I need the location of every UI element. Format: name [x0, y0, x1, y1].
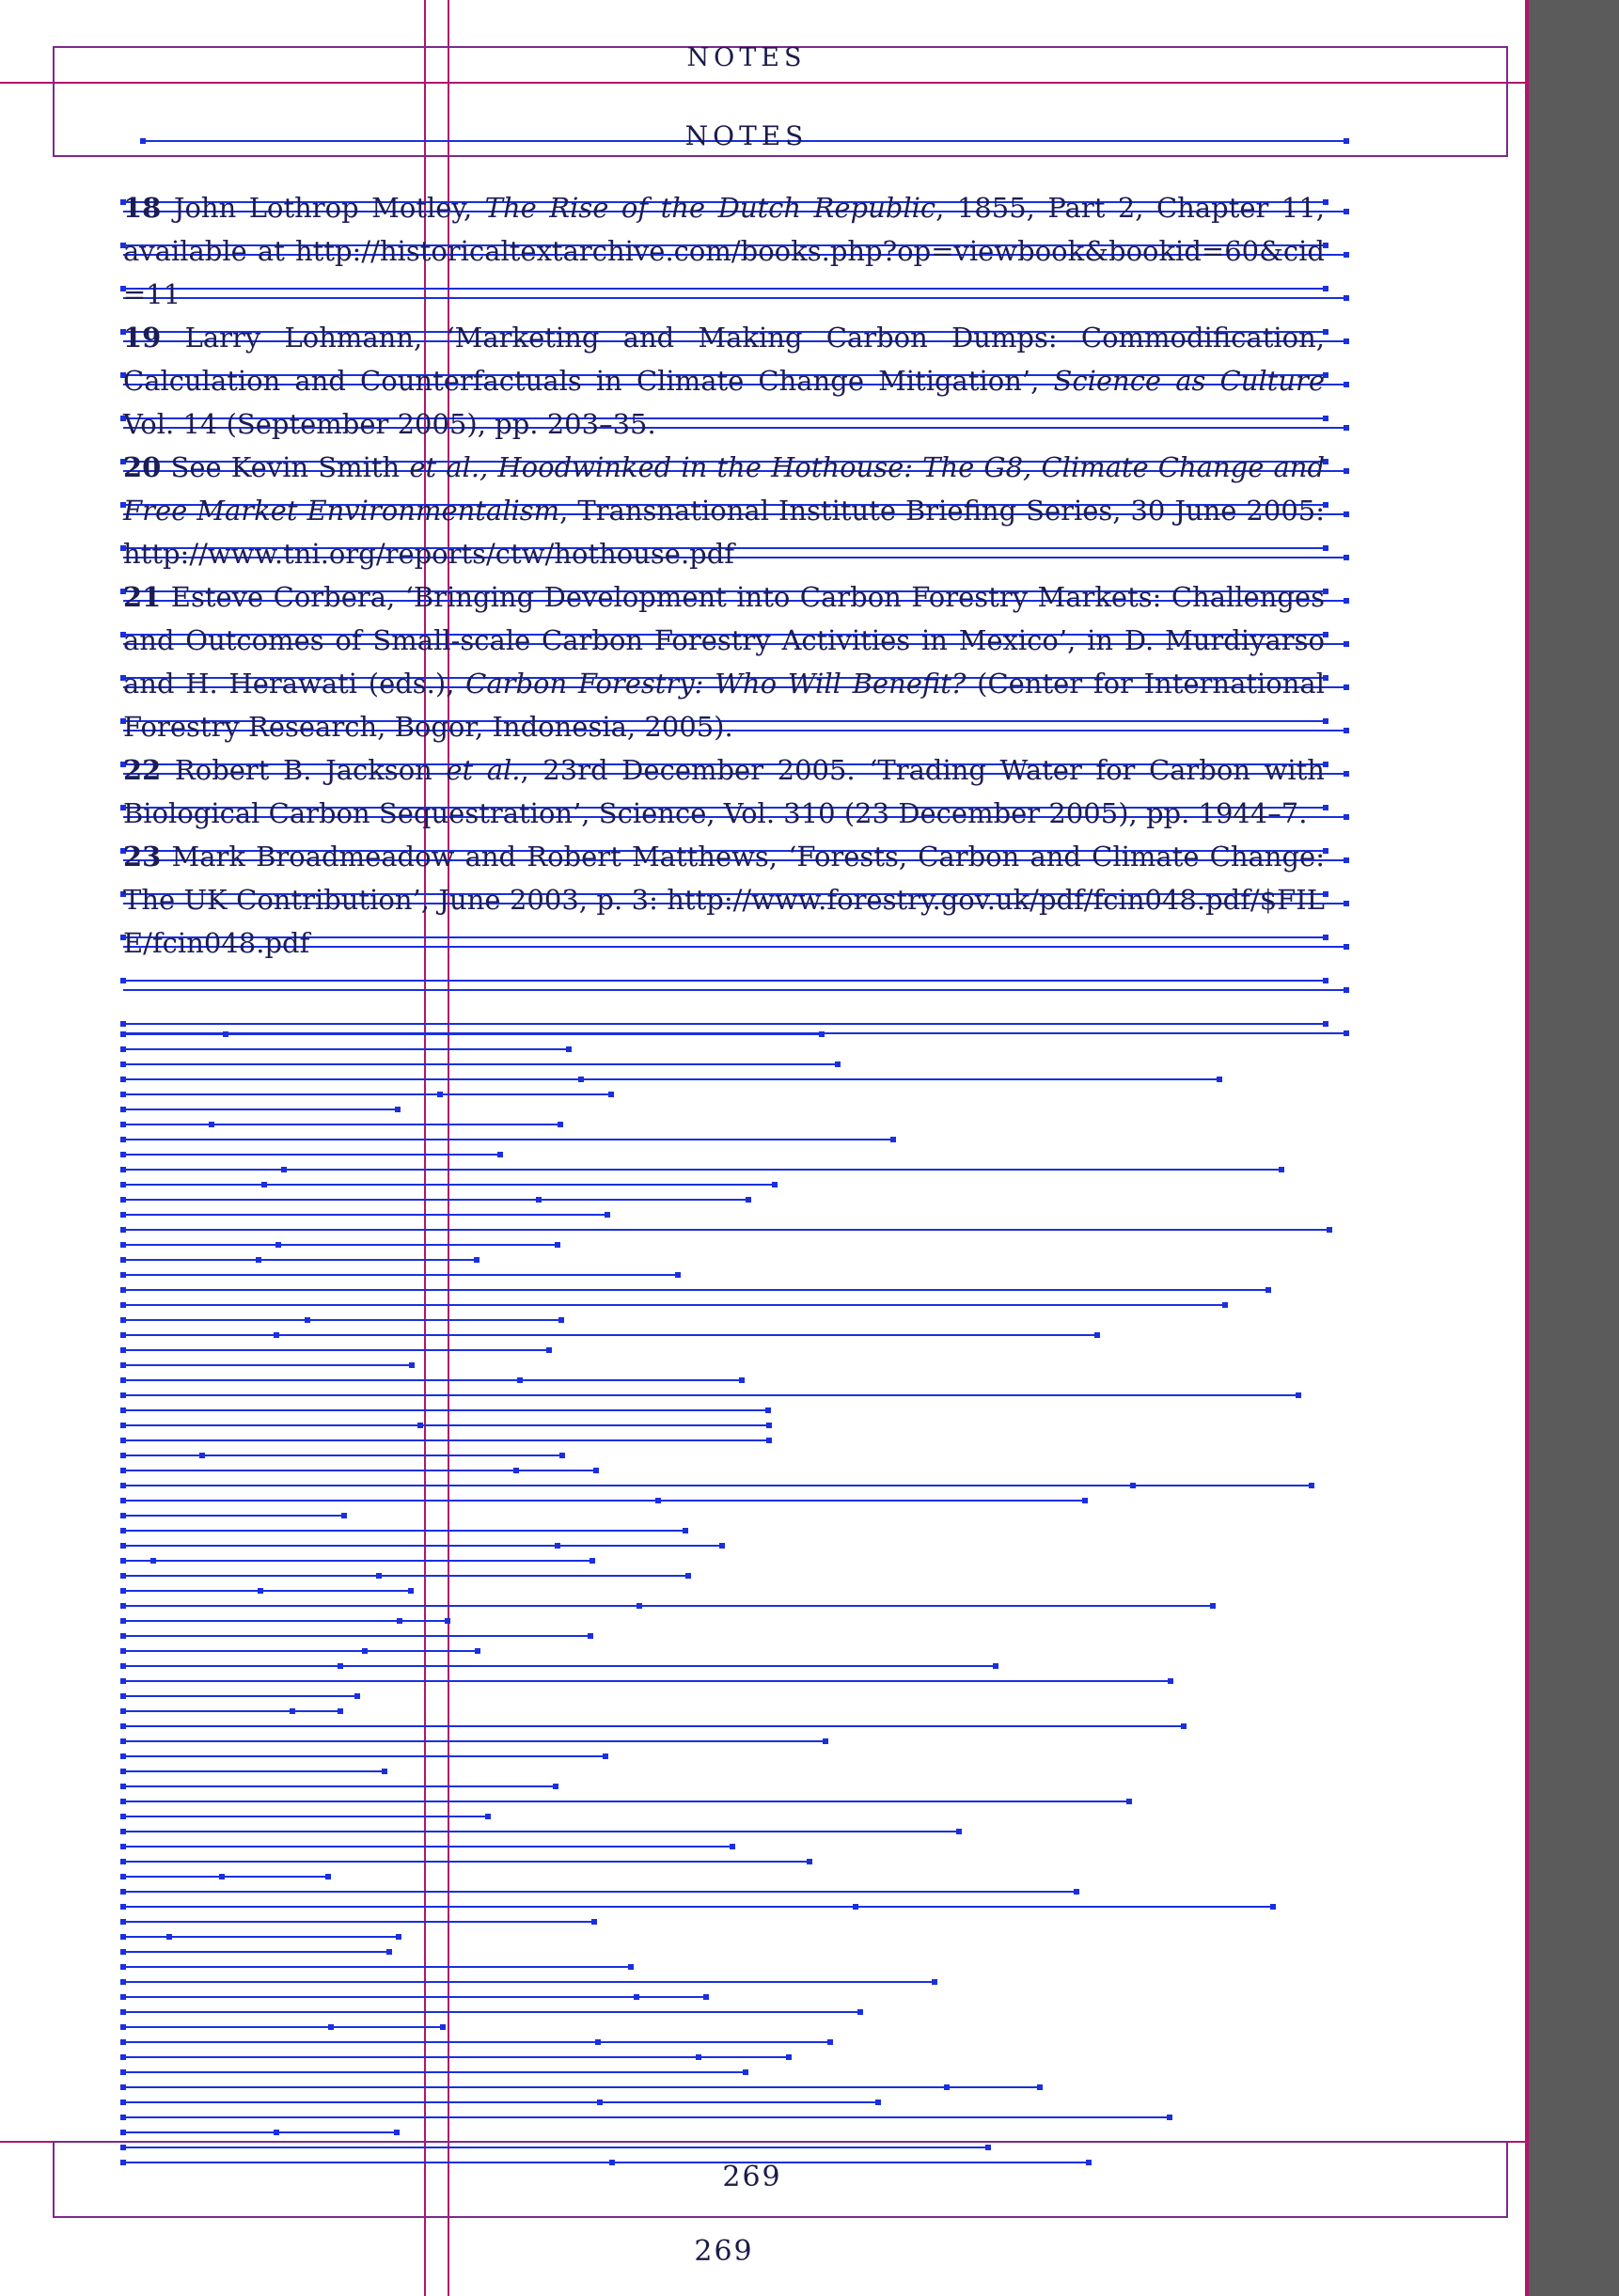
frame-handle[interactable]	[120, 1513, 126, 1518]
frame-handle[interactable]	[120, 1648, 126, 1654]
frame-handle[interactable]	[120, 2099, 126, 2105]
frame-handle[interactable]	[274, 1332, 279, 1338]
frame-handle[interactable]	[120, 1633, 126, 1639]
frame-handle[interactable]	[120, 1347, 126, 1353]
frame-handle[interactable]	[397, 1618, 402, 1624]
frame-handle[interactable]	[328, 2024, 334, 2030]
frame-handle[interactable]	[819, 1031, 825, 1037]
frame-handle[interactable]	[1344, 209, 1349, 214]
frame-handle[interactable]	[120, 1528, 126, 1533]
frame-handle[interactable]	[396, 1934, 401, 1940]
frame-handle[interactable]	[305, 1317, 310, 1323]
frame-handle[interactable]	[120, 1844, 126, 1849]
frame-handle[interactable]	[120, 1889, 126, 1895]
frame-handle[interactable]	[1074, 1889, 1079, 1895]
page-number-repeat: 269	[694, 2235, 754, 2268]
frame-handle[interactable]	[558, 1122, 563, 1127]
frame-handle[interactable]	[120, 1693, 126, 1699]
frame-handle[interactable]	[1309, 1483, 1314, 1488]
frame-handle[interactable]	[1279, 1167, 1284, 1172]
frame-handle[interactable]	[120, 1498, 126, 1503]
frame-handle[interactable]	[382, 1769, 387, 1774]
frame-handle[interactable]	[325, 1874, 331, 1879]
frame-handle[interactable]	[1265, 1287, 1271, 1293]
frame-handle[interactable]	[513, 1468, 519, 1473]
note-title: et al.	[446, 754, 521, 786]
frame-handle[interactable]	[120, 1021, 126, 1027]
frame-handle[interactable]	[1344, 295, 1349, 301]
frame-handle[interactable]	[835, 1062, 841, 1067]
frame-handle[interactable]	[1344, 338, 1349, 344]
frame-handle[interactable]	[1344, 1030, 1349, 1036]
frame-handle[interactable]	[1217, 1077, 1222, 1082]
frame-handle[interactable]	[1222, 1302, 1228, 1308]
frame-handle[interactable]	[120, 1242, 126, 1248]
frame-handle[interactable]	[546, 1347, 552, 1353]
frame-handle[interactable]	[559, 1453, 565, 1458]
frame-handle[interactable]	[719, 1543, 725, 1549]
frame-handle[interactable]	[394, 2130, 400, 2135]
frame-handle[interactable]	[409, 1362, 415, 1368]
note-number: 22	[123, 754, 162, 786]
frame-handle[interactable]	[440, 2024, 446, 2030]
frame-handle[interactable]	[1344, 987, 1349, 993]
frame-handle[interactable]	[566, 1046, 572, 1052]
frame-handle[interactable]	[1344, 901, 1349, 906]
frame-handle[interactable]	[120, 2039, 126, 2045]
frame-handle[interactable]	[1296, 1392, 1301, 1398]
frame-handle[interactable]	[634, 1994, 639, 2000]
frame-handle[interactable]	[993, 1663, 998, 1669]
frame-handle[interactable]	[120, 1829, 126, 1834]
frame-handle[interactable]	[274, 2130, 279, 2135]
frame-handle[interactable]	[120, 1092, 126, 1097]
frame-handle[interactable]	[1344, 684, 1349, 690]
frame-handle[interactable]	[1344, 641, 1349, 647]
frame-handle[interactable]	[120, 1317, 126, 1323]
frame-handle[interactable]	[827, 2039, 833, 2045]
frame-handle[interactable]	[739, 1377, 745, 1383]
notes-list	[123, 186, 1325, 965]
note-text-after: Vol. 14 (September 2005), pp. 203–35.	[123, 408, 656, 440]
frame-handle[interactable]	[120, 1738, 126, 1744]
frame-handle[interactable]	[120, 1919, 126, 1925]
frame-handle[interactable]	[1344, 857, 1349, 863]
frame-handle[interactable]	[120, 1167, 126, 1172]
frame-handle[interactable]	[628, 1964, 634, 1970]
frame-handle[interactable]	[120, 1362, 126, 1368]
note-url: http://www.tni.org/reports/ctw/hothouse.pdf	[123, 538, 735, 570]
frame-handle[interactable]	[120, 1874, 126, 1879]
note-number: 20	[123, 451, 162, 483]
frame-handle[interactable]	[807, 1859, 812, 1864]
frame-handle[interactable]	[120, 1678, 126, 1684]
frame-handle[interactable]	[536, 1197, 542, 1203]
frame-handle[interactable]	[696, 2054, 701, 2060]
frame-handle[interactable]	[120, 1799, 126, 1804]
frame-handle[interactable]	[120, 1723, 126, 1729]
frame-handle[interactable]	[120, 1784, 126, 1789]
frame-handle[interactable]	[1344, 511, 1349, 517]
frame-handle[interactable]	[199, 1453, 205, 1458]
note-url: http://www.forestry.gov.uk/pdf/fcin048.pdf/$FILE/fcin048.pdf	[123, 884, 1325, 959]
frame-handle[interactable]	[120, 1994, 126, 2000]
frame-handle[interactable]	[1082, 1498, 1088, 1503]
frame-handle[interactable]	[354, 1693, 360, 1699]
frame-handle[interactable]	[120, 1423, 126, 1428]
frame-handle[interactable]	[120, 1257, 126, 1263]
note-text-after: (Center for International Forestry Research, Bogor, Indonesia, 2005).	[123, 668, 1325, 743]
note-item	[123, 748, 1325, 835]
frame-handle[interactable]	[120, 1588, 126, 1594]
frame-handle[interactable]	[553, 1784, 558, 1789]
frame-handle[interactable]	[261, 1182, 267, 1187]
frame-handle[interactable]	[120, 2160, 126, 2165]
frame-handle[interactable]	[209, 1122, 214, 1127]
frame-handle[interactable]	[120, 978, 126, 983]
frame-handle[interactable]	[120, 1182, 126, 1187]
frame-handle[interactable]	[985, 2145, 991, 2150]
frame-handle[interactable]	[120, 1046, 126, 1052]
frame-handle[interactable]	[120, 1227, 126, 1233]
frame-handle[interactable]	[1344, 555, 1349, 560]
frame-handle[interactable]	[786, 2054, 792, 2060]
frame-handle[interactable]	[120, 1949, 126, 1955]
frame-handle[interactable]	[120, 2009, 126, 2015]
frame-handle[interactable]	[275, 1242, 281, 1248]
note-number: 21	[123, 581, 162, 613]
frame-handle[interactable]	[120, 1468, 126, 1473]
frame-handle[interactable]	[1344, 382, 1349, 387]
frame-handle[interactable]	[578, 1077, 584, 1082]
frame-handle[interactable]	[445, 1618, 450, 1624]
frame-handle[interactable]	[853, 1904, 858, 1910]
note-text-after: , 23rd December 2005. ‘Trading Water for Carbon with Biological Carbon Sequestration’, Science, Vol. 310 (23 December 2005), pp. 1944–7.	[123, 754, 1325, 829]
frame-handle[interactable]	[655, 1498, 661, 1503]
frame-handle[interactable]	[120, 2024, 126, 2030]
frame-handle[interactable]	[1037, 2084, 1043, 2090]
frame-handle[interactable]	[1270, 1904, 1276, 1910]
frame-handle[interactable]	[166, 1934, 172, 1940]
note-item	[123, 446, 1325, 575]
frame-handle[interactable]	[120, 1212, 126, 1218]
frame-handle[interactable]	[362, 1648, 368, 1654]
frame-handle[interactable]	[120, 2069, 126, 2075]
frame-handle[interactable]	[120, 1077, 126, 1082]
frame-handle[interactable]	[1181, 1723, 1187, 1729]
frame-handle[interactable]	[395, 1107, 401, 1112]
frame-handle[interactable]	[823, 1738, 828, 1744]
frame-handle[interactable]	[595, 2039, 601, 2045]
frame-handle[interactable]	[772, 1182, 778, 1187]
frame-handle[interactable]	[281, 1167, 287, 1172]
note-text: Larry Lohmann, ‘Marketing and Making Carbon Dumps: Commodification, Calculation and Counterfactuals in Climate Change Mitigation’,	[123, 322, 1325, 397]
frame-handle[interactable]	[120, 1392, 126, 1398]
frame-handle[interactable]	[1094, 1332, 1100, 1338]
running-head: NOTES	[686, 43, 807, 72]
frame-handle[interactable]	[555, 1543, 560, 1549]
frame-handle[interactable]	[120, 2145, 126, 2150]
frame-handle[interactable]	[120, 1663, 126, 1669]
frame-handle[interactable]	[1323, 1021, 1328, 1027]
frame-handle[interactable]	[956, 1829, 962, 1834]
frame-handle[interactable]	[120, 1197, 126, 1203]
frame-handle[interactable]	[890, 1137, 896, 1142]
frame-handle[interactable]	[120, 1708, 126, 1714]
frame-handle[interactable]	[219, 1874, 225, 1879]
frame-handle[interactable]	[746, 1197, 751, 1203]
frame-handle[interactable]	[120, 1543, 126, 1549]
note-text: Esteve Corbera, ‘Bringing Development into Carbon Forestry Markets: Challenges and Outcomes of Small-scale Carbon Forestry Activities in Mexico’, in D. Murdiyarso and H. Herawati (eds.),	[123, 581, 1325, 700]
frame-handle[interactable]	[120, 1859, 126, 1864]
frame-handle[interactable]	[588, 1633, 593, 1639]
note-number: 18	[123, 192, 162, 224]
frame-handle[interactable]	[417, 1423, 423, 1428]
frame-handle[interactable]	[497, 1152, 503, 1157]
frame-handle[interactable]	[376, 1573, 382, 1579]
frame-handle[interactable]	[437, 1092, 443, 1097]
frame-handle[interactable]	[290, 1708, 295, 1714]
frame-handle[interactable]	[338, 1708, 343, 1714]
frame-handle[interactable]	[1344, 728, 1349, 733]
page-number: 269	[722, 2161, 782, 2194]
frame-handle[interactable]	[120, 1107, 126, 1112]
frame-handle[interactable]	[120, 1377, 126, 1383]
frame-handle[interactable]	[120, 1483, 126, 1488]
frame-handle[interactable]	[120, 1031, 126, 1037]
frame-handle[interactable]	[408, 1588, 414, 1594]
frame-handle[interactable]	[685, 1573, 691, 1579]
note-title: The Rise of the Dutch Republic	[484, 192, 936, 224]
frame-handle[interactable]	[608, 1092, 614, 1097]
note-item	[123, 186, 1325, 316]
frame-handle[interactable]	[120, 2115, 126, 2120]
frame-handle[interactable]	[120, 1302, 126, 1308]
note-number: 23	[123, 841, 162, 873]
frame-handle[interactable]	[475, 1648, 480, 1654]
frame-handle[interactable]	[120, 1618, 126, 1624]
frame-handle[interactable]	[766, 1438, 772, 1443]
frame-handle[interactable]	[120, 1558, 126, 1564]
frame-handle[interactable]	[338, 1663, 343, 1669]
frame-handle[interactable]	[485, 1814, 491, 1819]
frame-handle[interactable]	[120, 1964, 126, 1970]
note-text: Mark Broadmeadow and Robert Matthews, ‘Forests, Carbon and Climate Change: The UK Contribution’, June 2003, p. 3:	[123, 841, 1325, 916]
frame-handle[interactable]	[766, 1423, 772, 1428]
frame-handle[interactable]	[1126, 1799, 1132, 1804]
frame-handle[interactable]	[589, 1558, 595, 1564]
frame-handle[interactable]	[765, 1407, 771, 1413]
frame-handle[interactable]	[341, 1513, 347, 1518]
frame-handle[interactable]	[1344, 598, 1349, 604]
note-text: John Lothrop Motley,	[161, 192, 485, 224]
frame-handle[interactable]	[120, 1438, 126, 1443]
frame-handle[interactable]	[256, 1257, 261, 1263]
frame-handle[interactable]	[603, 1753, 608, 1759]
frame-handle[interactable]	[120, 1814, 126, 1819]
frame-handle[interactable]	[120, 1272, 126, 1278]
frame-handle[interactable]	[1344, 252, 1349, 258]
frame-handle[interactable]	[120, 1407, 126, 1413]
frame-handle[interactable]	[120, 1904, 126, 1910]
frame-handle[interactable]	[517, 1377, 523, 1383]
frame-handle[interactable]	[120, 1062, 126, 1067]
frame-handle[interactable]	[223, 1031, 228, 1037]
frame-handle[interactable]	[120, 1287, 126, 1293]
frame-handle[interactable]	[1168, 1678, 1173, 1684]
frame-handle[interactable]	[1344, 425, 1349, 431]
frame-handle[interactable]	[593, 1468, 599, 1473]
note-text-after: , 1855, Part 2, Chapter 11, available at	[123, 192, 1325, 267]
frame-handle[interactable]	[120, 2054, 126, 2060]
frame-handle[interactable]	[1323, 978, 1328, 983]
frame-handle[interactable]	[1086, 2160, 1092, 2165]
frame-handle[interactable]	[120, 1152, 126, 1157]
frame-handle[interactable]	[120, 1753, 126, 1759]
frame-handle[interactable]	[605, 1212, 610, 1218]
note-item	[123, 835, 1325, 965]
frame-handle[interactable]	[944, 2084, 950, 2090]
frame-handle[interactable]	[474, 1257, 479, 1263]
frame-handle[interactable]	[120, 2130, 126, 2135]
frame-handle[interactable]	[120, 1603, 126, 1609]
frame-handle[interactable]	[857, 2009, 863, 2015]
notes-heading: NOTES	[684, 120, 809, 151]
note-text: See Kevin Smith	[161, 451, 410, 483]
frame-handle[interactable]	[1167, 2115, 1172, 2120]
note-title: et al., Hoodwinked in the Hothouse: The G8, Climate Change and Free Market Environmentalism	[123, 451, 1326, 527]
frame-handle[interactable]	[730, 1844, 735, 1849]
frame-handle[interactable]	[555, 1242, 560, 1248]
frame-handle[interactable]	[875, 2099, 881, 2105]
note-text-after: , Transnational Institute Briefing Series, 30 June 2005:	[559, 495, 1325, 527]
note-number: 19	[123, 322, 162, 354]
frame-handle[interactable]	[1344, 771, 1349, 777]
note-title: Science as Culture	[1053, 365, 1325, 397]
frame-handle[interactable]	[591, 1919, 597, 1925]
frame-handle[interactable]	[1130, 1483, 1136, 1488]
frame-handle[interactable]	[1344, 814, 1349, 820]
frame-handle[interactable]	[120, 1573, 126, 1579]
frame-handle[interactable]	[386, 1949, 392, 1955]
frame-handle[interactable]	[120, 1332, 126, 1338]
note-text: Robert B. Jackson	[161, 754, 447, 786]
frame-handle[interactable]	[1344, 468, 1349, 474]
frame-handle[interactable]	[1327, 1227, 1332, 1233]
frame-handle[interactable]	[120, 1137, 126, 1142]
frame-handle[interactable]	[1344, 944, 1349, 950]
frame-handle[interactable]	[683, 1528, 688, 1533]
note-url: http://historicaltextarchive.com/books.php?op=viewbook&bookid=60&cid=11	[123, 235, 1325, 310]
frame-handle[interactable]	[675, 1272, 681, 1278]
frame-handle[interactable]	[597, 2099, 603, 2105]
note-title: Carbon Forestry: Who Will Benefit?	[465, 668, 967, 700]
frame-handle[interactable]	[558, 1317, 564, 1323]
frame-handle[interactable]	[932, 1979, 937, 1985]
frame-handle[interactable]	[743, 2069, 748, 2075]
frame-handle[interactable]	[120, 1934, 126, 1940]
note-item	[123, 575, 1325, 748]
frame-handle[interactable]	[258, 1588, 263, 1594]
frame-handle[interactable]	[637, 1603, 642, 1609]
frame-handle[interactable]	[120, 1979, 126, 1985]
frame-handle[interactable]	[120, 2084, 126, 2090]
frame-handle[interactable]	[120, 1769, 126, 1774]
frame-handle[interactable]	[120, 1453, 126, 1458]
note-item	[123, 316, 1325, 446]
frame-handle[interactable]	[1210, 1603, 1216, 1609]
frame-handle[interactable]	[120, 1122, 126, 1127]
frame-handle[interactable]	[609, 2160, 615, 2165]
frame-handle[interactable]	[703, 1994, 709, 2000]
frame-handle[interactable]	[150, 1558, 156, 1564]
